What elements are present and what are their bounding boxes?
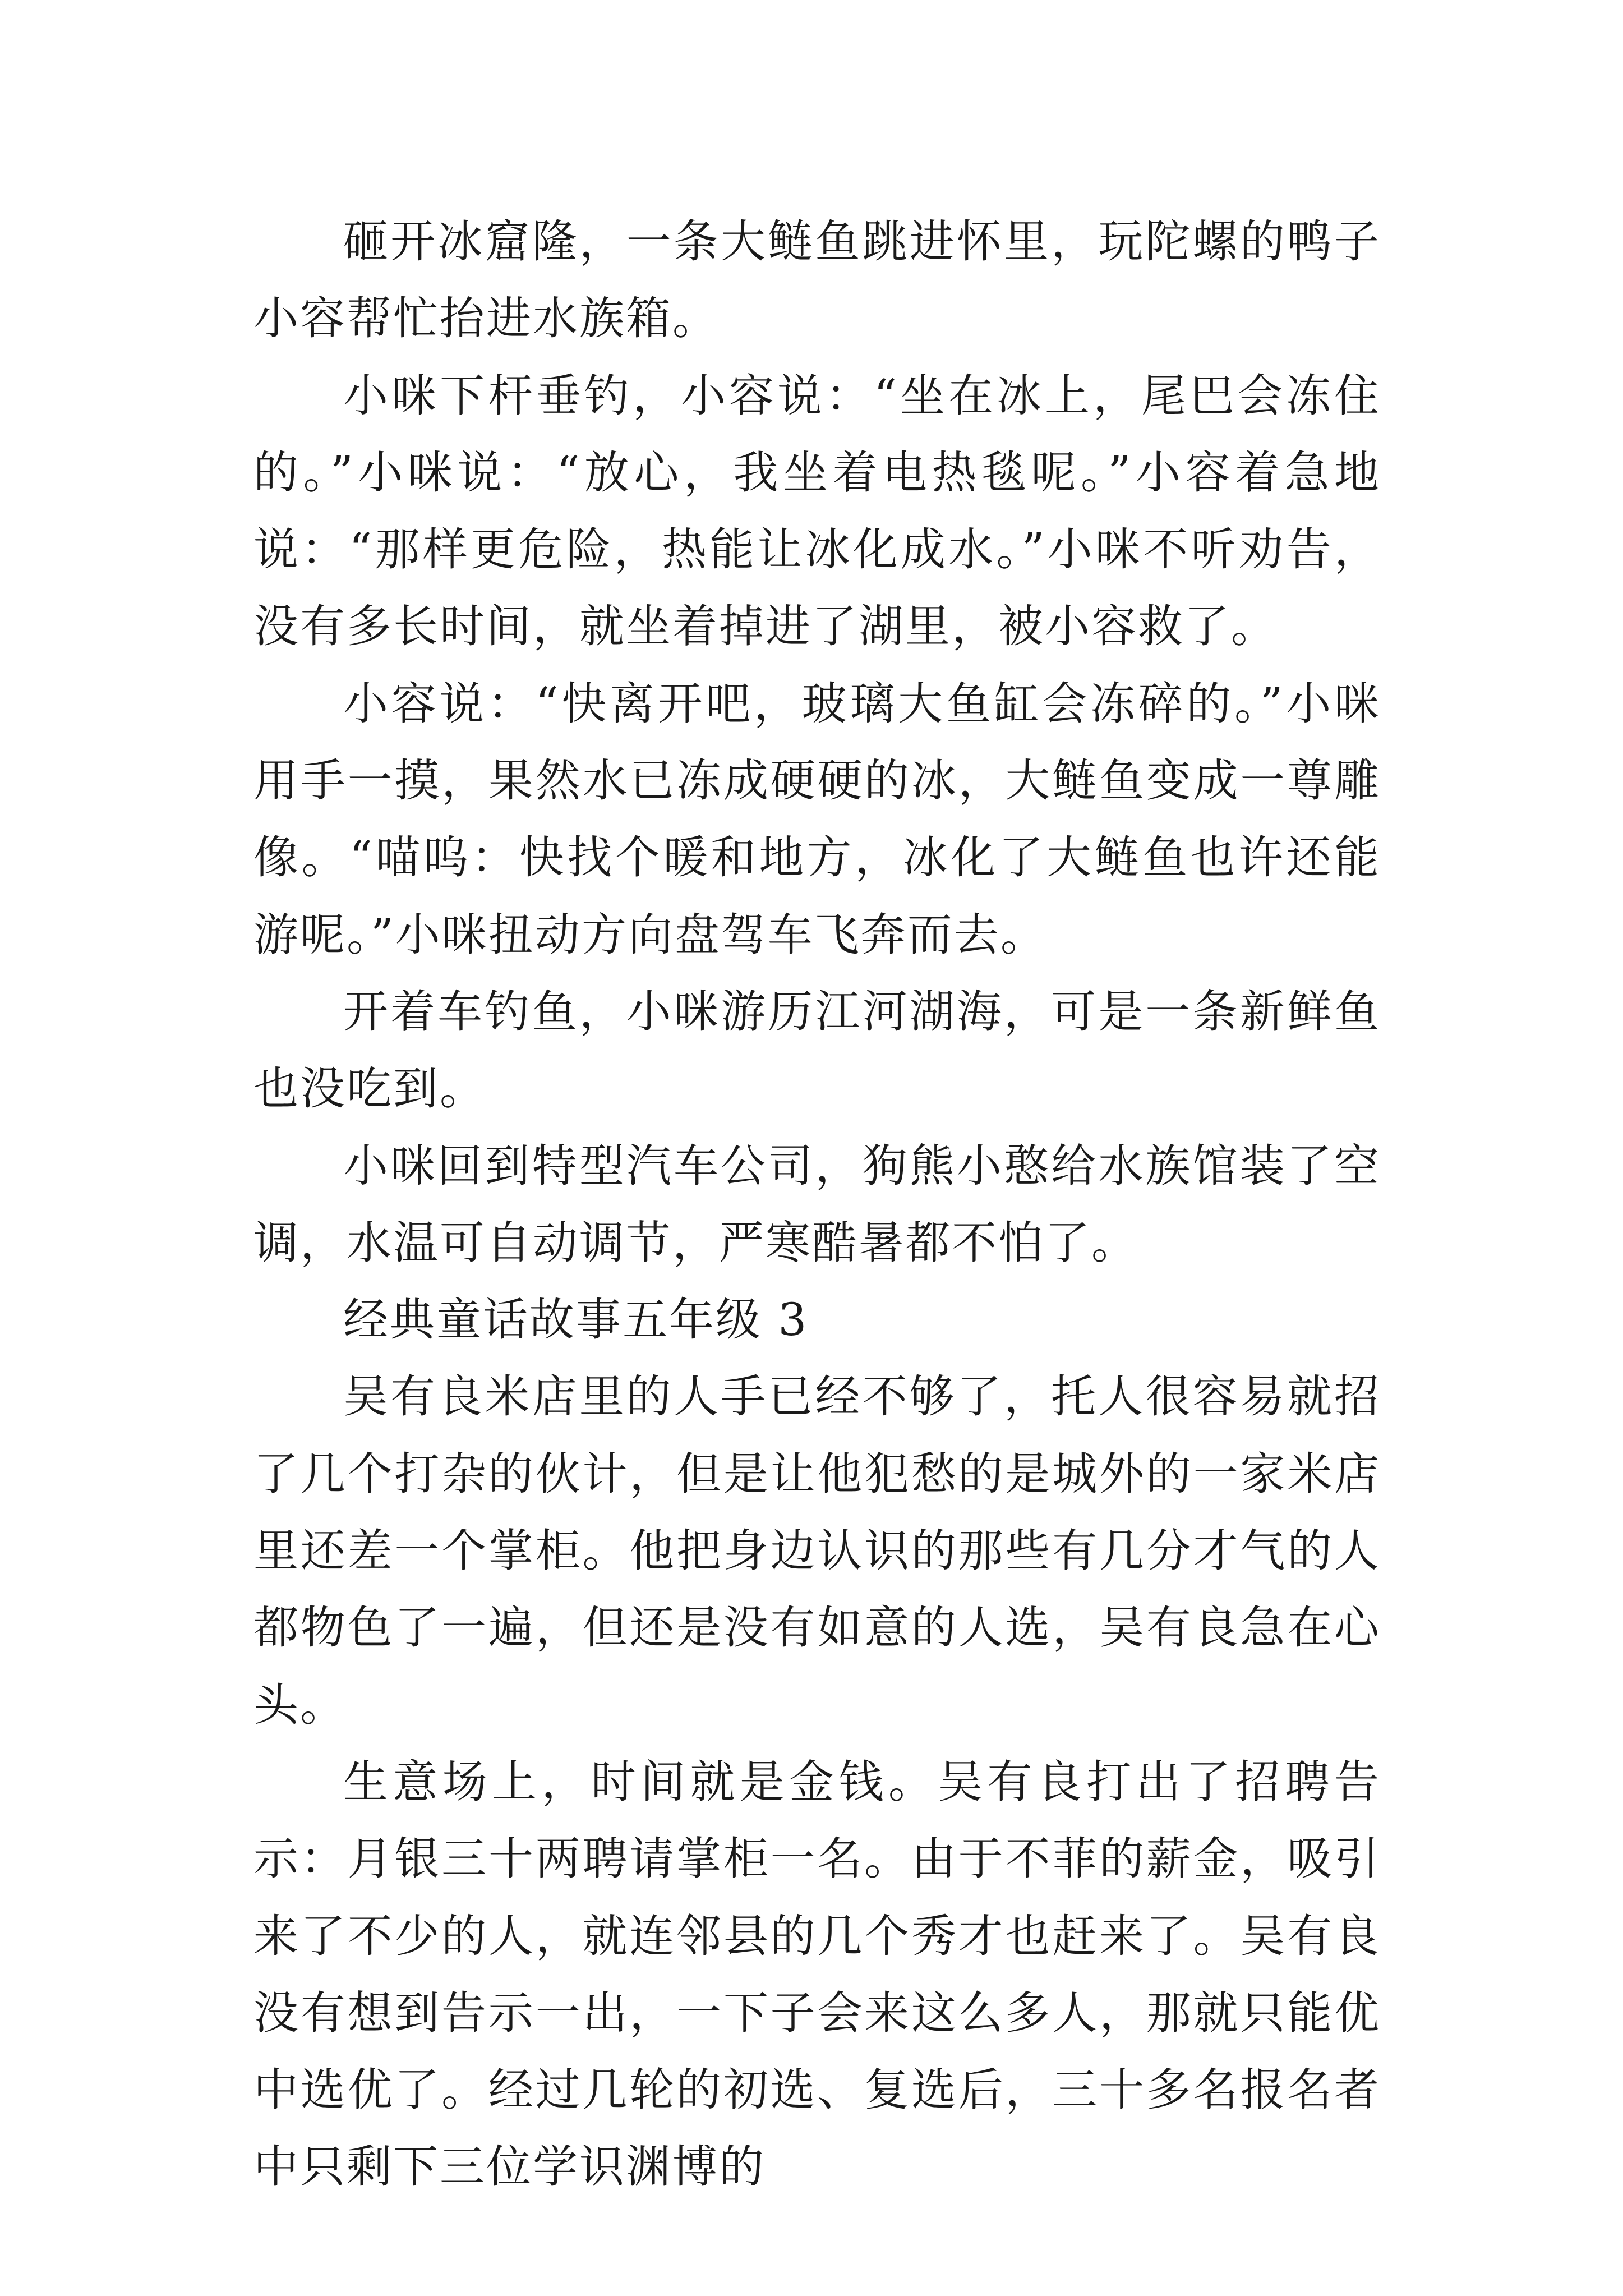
- document-body: [253, 203, 1381, 2206]
- paragraph: 小咪回到特型汽车公司，狗熊小憨给水族馆装了空调，水温可自动调节，严寒酷暑都不怕了。: [253, 1139, 1381, 1269]
- paragraph: 生意场上，时间就是金钱。吴有良打出了招聘告示：月银三十两聘请掌柜一名。由于不菲的薪金，吸引来了不少的人，就连邻县的几个秀才也赶来了。吴有良没有想到告示一出，一下子会来这么多人，那就只能优中选优了。经过几轮的初选、复选后，三十多名报名者中只剩下三位学识渊博的: [253, 1755, 1381, 2193]
- paragraph: 开着车钓鱼，小咪游历江河湖海，可是一条新鲜鱼也没吃到。: [253, 985, 1381, 1115]
- section-heading: 经典童话故事五年级 3: [343, 1294, 809, 1346]
- paragraph: 吴有良米店里的人手已经不够了，托人很容易就招了几个打杂的伙计，但是让他犯愁的是城外的一家米店里还差一个掌柜。他把身边认识的那些有几分才气的人都物色了一遍，但还是没有如意的人选，吴有良急在心头。: [253, 1370, 1381, 1731]
- paragraph: 小咪下杆垂钓，小容说：“坐在冰上，尾巴会冻住的。”小咪说：“放心，我坐着电热毯呢。”小容着急地说：“那样更危险，热能让冰化成水。”小咪不听劝告，没有多长时间，就坐着掉进了湖里，被小容救了。: [253, 369, 1381, 653]
- paragraph: 小容说：“快离开吧，玻璃大鱼缸会冻碎的。”小咪用手一摸，果然水已冻成硬硬的冰，大鲢鱼变成一尊雕像。“喵呜：快找个暖和地方，冰化了大鲢鱼也许还能游呢。”小咪扭动方向盘驾车飞奔而去。: [253, 677, 1381, 961]
- paragraph: 砸开冰窟隆，一条大鲢鱼跳进怀里，玩陀螺的鸭子小容帮忙抬进水族箱。: [253, 215, 1381, 345]
